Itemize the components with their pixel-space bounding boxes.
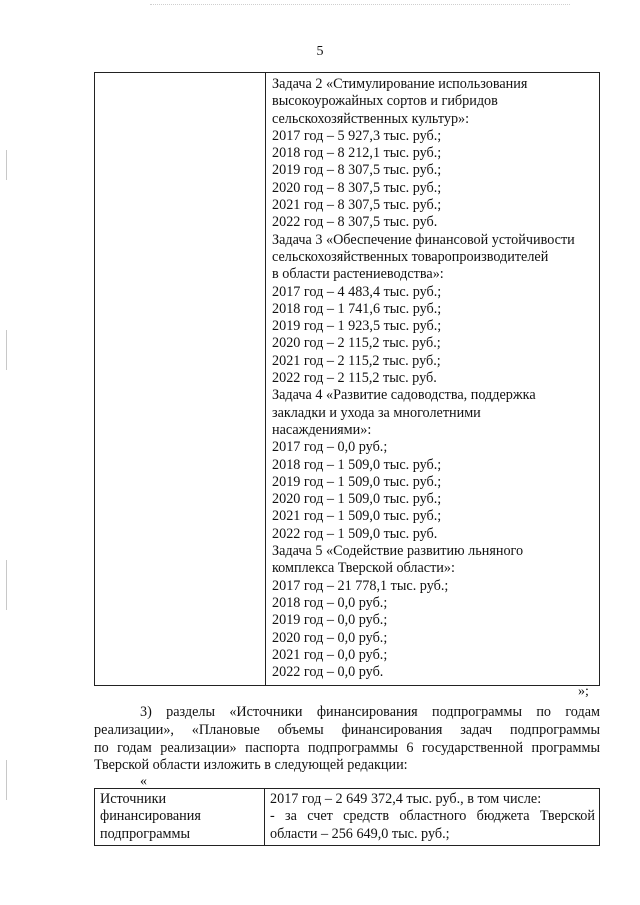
closing-quote: »; bbox=[578, 684, 589, 699]
table-line: насаждениями»: bbox=[272, 421, 372, 438]
table-line: 2019 год – 8 307,5 тыс. руб.; bbox=[272, 162, 442, 179]
table-line: 2022 год – 1 509,0 тыс. руб. bbox=[272, 525, 438, 542]
table-line: 2017 год – 0,0 руб.; bbox=[272, 439, 388, 456]
table-line: сельскохозяйственных культур»: bbox=[272, 110, 470, 127]
table-line: 2020 год – 1 509,0 тыс. руб.; bbox=[272, 491, 442, 508]
paragraph-line: Тверской области изложить в следующей редакции: bbox=[94, 757, 408, 774]
table-line: 2021 год – 1 509,0 тыс. руб.; bbox=[272, 508, 442, 525]
funding-table-continued bbox=[94, 72, 600, 686]
table-line: 2017 год – 4 483,4 тыс. руб.; bbox=[272, 283, 442, 300]
page-number: 5 bbox=[316, 44, 324, 59]
table-line: 2018 год – 1 509,0 тыс. руб.; bbox=[272, 456, 442, 473]
table-line: 2018 год – 8 212,1 тыс. руб.; bbox=[272, 145, 442, 162]
opening-quote: « bbox=[140, 774, 147, 789]
funding-sources-table bbox=[94, 788, 600, 846]
paragraph-line: по годам реализации» паспорта подпрограммы 6 государственной программы bbox=[94, 739, 600, 756]
table-line: в области растениеводства»: bbox=[272, 266, 444, 283]
table-line: Задача 4 «Развитие садоводства, поддержка bbox=[272, 387, 536, 404]
funding-sources-value-cell bbox=[265, 789, 600, 846]
table-line: 2022 год – 0,0 руб. bbox=[272, 664, 384, 681]
table-line: 2017 год – 21 778,1 тыс. руб.; bbox=[272, 577, 449, 594]
funding-sources-label-cell bbox=[95, 789, 265, 846]
table-line: 2018 год – 1 741,6 тыс. руб.; bbox=[272, 300, 442, 317]
table-cell-empty bbox=[95, 73, 266, 686]
table-line: высокоурожайных сортов и гибридов bbox=[272, 93, 498, 110]
scan-margin-mark bbox=[6, 330, 7, 370]
table-line: 2022 год – 8 307,5 тыс. руб. bbox=[272, 214, 438, 231]
table-line: закладки и ухода за многолетними bbox=[272, 404, 481, 421]
scan-margin-mark bbox=[6, 760, 7, 800]
table-line: 2020 год – 2 115,2 тыс. руб.; bbox=[272, 335, 441, 352]
amendment-paragraph bbox=[94, 704, 600, 775]
table-line: 2018 год – 0,0 руб.; bbox=[272, 594, 388, 611]
table-line: Задача 3 «Обеспечение финансовой устойчивости bbox=[272, 231, 575, 248]
scan-margin-mark bbox=[6, 560, 7, 610]
table-line: комплекса Тверской области»: bbox=[272, 560, 455, 577]
paragraph-line: реализации», «Плановые объемы финансирования задач подпрограммы bbox=[94, 721, 600, 738]
table-line: 2021 год – 2 115,2 тыс. руб.; bbox=[272, 352, 441, 369]
scan-margin-mark bbox=[6, 150, 7, 180]
table-line: 2019 год – 1 923,5 тыс. руб.; bbox=[272, 318, 442, 335]
label-line: подпрограммы bbox=[100, 825, 190, 842]
tasks-funding-cell bbox=[266, 73, 600, 686]
table-line: 2019 год – 1 509,0 тыс. руб.; bbox=[272, 473, 442, 490]
table-line: 2021 год – 0,0 руб.; bbox=[272, 646, 388, 663]
label-line: Источники bbox=[100, 791, 167, 807]
table-line: Задача 5 «Содействие развитию льняного bbox=[272, 543, 524, 560]
value-line: - за счет средств областного бюджета Тверской bbox=[270, 808, 595, 825]
label-line: финансирования bbox=[100, 808, 201, 825]
table-line: 2019 год – 0,0 руб.; bbox=[272, 612, 388, 629]
value-line: области – 256 649,0 тыс. руб.; bbox=[270, 825, 450, 842]
table-line: 2017 год – 5 927,3 тыс. руб.; bbox=[272, 127, 442, 144]
table-line: сельскохозяйственных товаропроизводителей bbox=[272, 248, 549, 265]
value-line: 2017 год – 2 649 372,4 тыс. руб., в том числе: bbox=[270, 791, 542, 807]
table-line: 2020 год – 0,0 руб.; bbox=[272, 629, 388, 646]
table-line: Задача 2 «Стимулирование использования bbox=[272, 76, 528, 92]
paragraph-line: 3) разделы «Источники финансирования подпрограммы по годам bbox=[140, 704, 600, 720]
table-line: 2021 год – 8 307,5 тыс. руб.; bbox=[272, 197, 442, 214]
scan-artifact-top bbox=[150, 4, 570, 6]
table-line: 2022 год – 2 115,2 тыс. руб. bbox=[272, 370, 437, 387]
table-line: 2020 год – 8 307,5 тыс. руб.; bbox=[272, 179, 442, 196]
